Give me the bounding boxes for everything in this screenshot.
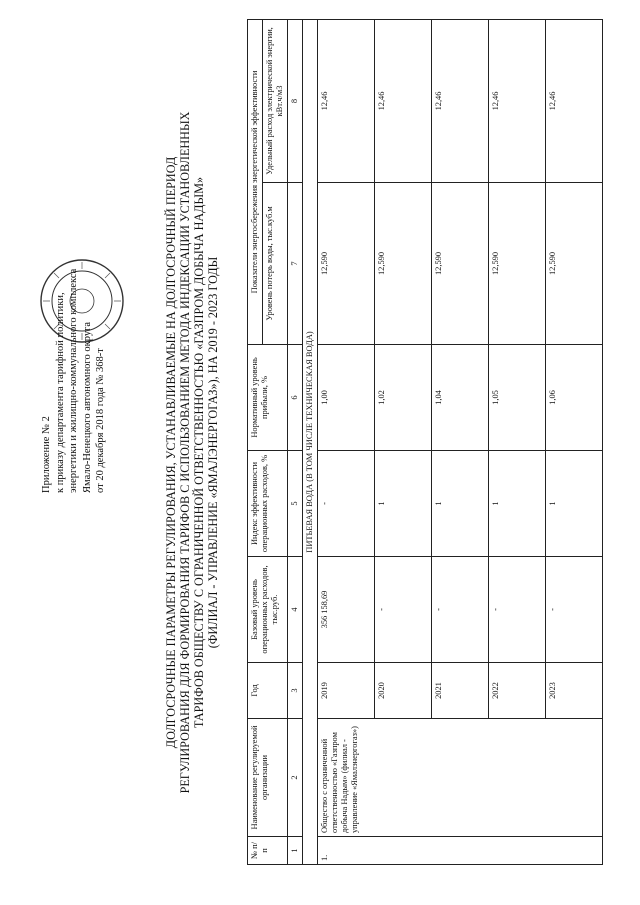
cell-efficiency-index: 1 [489,451,546,557]
cell-profit-level: 1,05 [489,345,546,451]
cell-water-loss: 12,590 [489,183,546,345]
cell-specific-consumption: 12,46 [375,20,432,183]
cell-profit-level: 1,06 [546,345,603,451]
cell-profit-level: 1,04 [432,345,489,451]
appendix-line-2: к приказу департамента тарифной политики, [54,292,66,493]
cell-year: 2020 [375,663,432,719]
row-number: 1. [318,837,603,865]
cell-year: 2019 [318,663,375,719]
cell-year: 2021 [432,663,489,719]
col-number: 5 [288,451,303,557]
cell-profit-level: 1,00 [318,345,375,451]
header-energy-group: Показатели энергосбережения энергетической эффективности [248,20,263,345]
appendix-line-3: энергетики и жилищно-коммунального комплекса [68,268,79,493]
cell-water-loss: 12,590 [432,183,489,345]
document-title [164,20,220,885]
cell-specific-consumption: 12,46 [546,20,603,183]
appendix-line-4: Ямало-Ненецкого автономного округа [81,321,93,493]
cell-specific-consumption: 12,46 [432,20,489,183]
col-number: 7 [288,183,303,345]
cell-specific-consumption: 12,46 [318,20,375,183]
title-line-1: ДОЛГОСРОЧНЫЕ ПАРАМЕТРЫ РЕГУЛИРОВАНИЯ, УСТАНАВЛИВАЕМЫЕ НА ДОЛГОСРОЧНЫЙ ПЕРИОД [164,156,178,749]
cell-base-opex: - [432,557,489,663]
header-num: № п/п [248,837,288,865]
organization-name: Общество с ограниченной ответственностью «Газпром добыча Надым» (филиал - управление «Ямалэнергогаз») [318,719,603,837]
title-line-4: (ФИЛИАЛ - УПРАВЛЕНИЕ «ЯМАЛЭНЕРГОГАЗ»), НА 2019 - 2023 ГОДЫ [206,256,220,649]
header-water-loss: Уровень потерь воды, тыс.куб.м [263,183,288,345]
appendix-header [40,23,108,493]
section-title: ПИТЬЕВАЯ ВОДА (В ТОМ ЧИСЛЕ ТЕХНИЧЕСКАЯ ВОДА) [303,20,318,865]
title-line-3: ТАРИФОВ ОБЩЕСТВУ С ОГРАНИЧЕННОЙ ОТВЕТСТВЕННОСТЬЮ «ГАЗПРОМ ДОБЫЧА НАДЫМ» [192,176,206,729]
col-number: 2 [288,719,303,837]
header-profit-level: Нормативный уровень прибыли, % [248,345,288,451]
header-specific-consumption: Удельный расход электрической энергии, кВт.ч/м3 [263,20,288,183]
title-line-2: РЕГУЛИРОВАНИЯ ДЛЯ ФОРМИРОВАНИЯ ТАРИФОВ С ИСПОЛЬЗОВАНИЕМ МЕТОДА ИНДЕКСАЦИИ УСТАНОВЛЕННЫХ [178,111,192,794]
header-year: Год [248,663,288,719]
cell-efficiency-index: 1 [546,451,603,557]
cell-water-loss: 12,590 [375,183,432,345]
cell-profit-level: 1,02 [375,345,432,451]
col-number: 8 [288,20,303,183]
cell-base-opex: - [375,557,432,663]
cell-water-loss: 12,590 [546,183,603,345]
table-row [318,20,375,865]
cell-base-opex: - [489,557,546,663]
header-org: Наименование регулируемой организации [248,719,288,837]
col-number: 6 [288,345,303,451]
header-row-1 [248,20,263,865]
cell-water-loss: 12,590 [318,183,375,345]
cell-efficiency-index: - [318,451,375,557]
header-base-opex: Базовый уровень операционных расходов, тыс.руб. [248,557,288,663]
appendix-line-1: Приложение № 2 [41,416,52,493]
col-number: 3 [288,663,303,719]
cell-year: 2022 [489,663,546,719]
cell-efficiency-index: 1 [432,451,489,557]
cell-year: 2023 [546,663,603,719]
cell-base-opex: - [546,557,603,663]
appendix-line-5: от 20 декабря 2018 года № 368-т [95,348,106,493]
col-number: 4 [288,557,303,663]
cell-efficiency-index: 1 [375,451,432,557]
cell-base-opex: 356 158,69 [318,557,375,663]
cell-specific-consumption: 12,46 [489,20,546,183]
section-row [303,20,318,865]
header-efficiency-index: Индекс эффективности операционных расходов, % [248,451,288,557]
col-number: 1 [288,837,303,865]
parameters-table [247,19,603,865]
column-number-row [288,20,303,865]
